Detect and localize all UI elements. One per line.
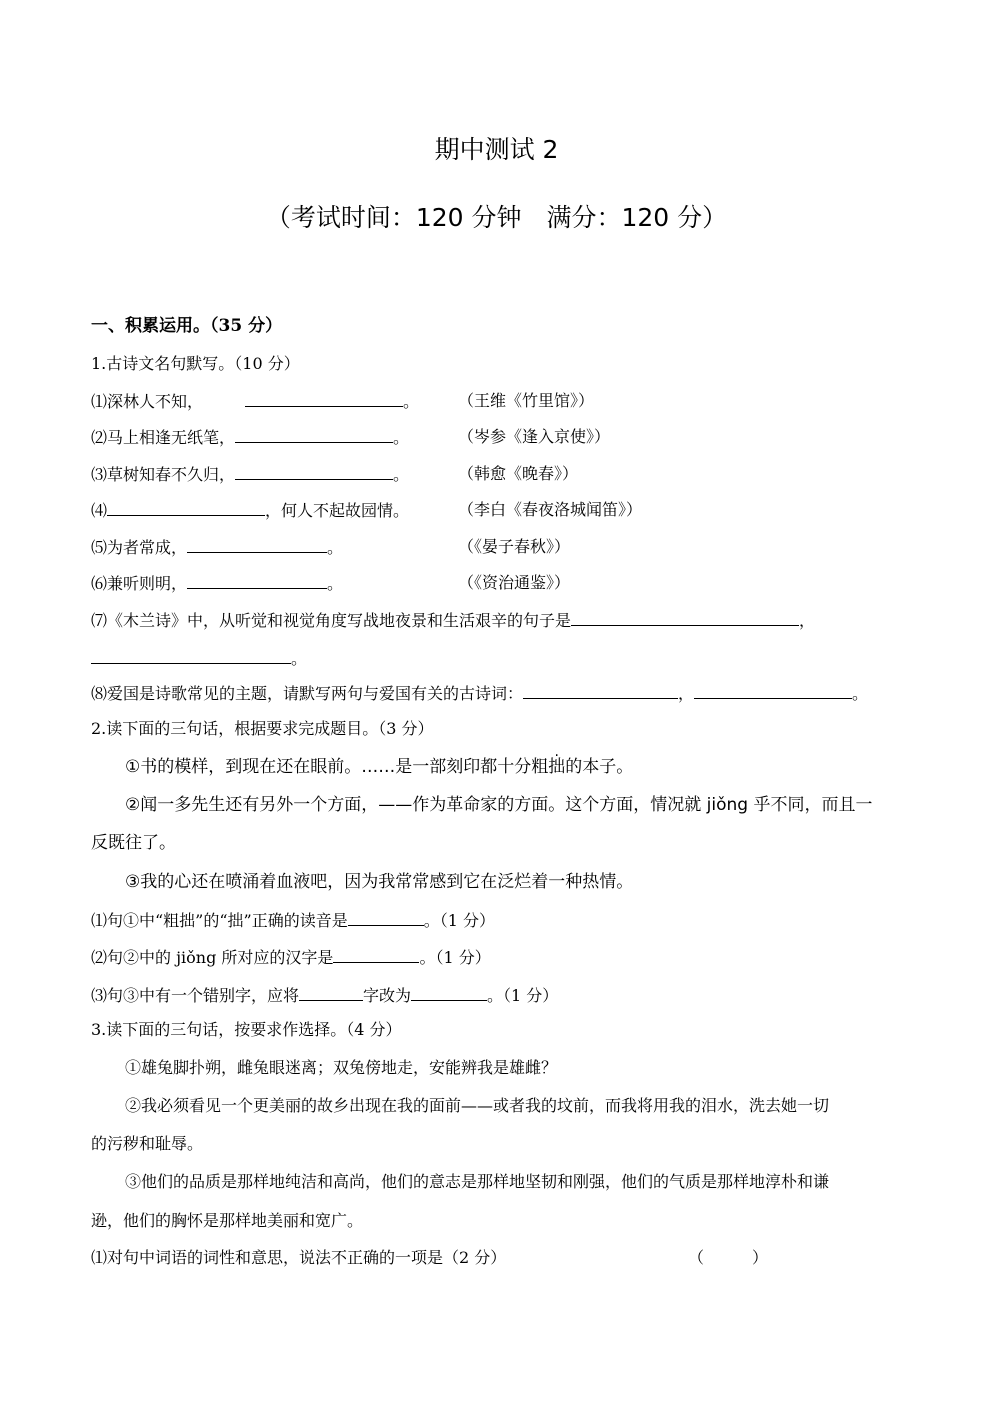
q1-item-4 xyxy=(91,499,409,522)
question-3-stem: 3.读下面的三句话，按要求作选择。（4 分） xyxy=(91,1020,402,1039)
answer-blank[interactable] xyxy=(91,647,291,664)
answer-blank[interactable] xyxy=(245,390,403,407)
q3-sentence-3: ③他们的品质是那样地纯洁和高尚，他们的意志是那样地坚韧和刚强，他们的气质是那样地淳朴和谦 xyxy=(125,1172,830,1191)
q3-sentence-2: ②我必须看见一个更美丽的故乡出现在我的面前——或者我的坟前，而我将用我的泪水，洗去她一切 xyxy=(125,1096,830,1115)
answer-blank[interactable] xyxy=(299,984,363,1001)
part-text: ⑵句②中的 jiǒng 所对应的汉字是 xyxy=(91,948,334,967)
page-title: 期中测试 2 xyxy=(434,135,559,164)
item-suffix: 。 xyxy=(327,574,344,593)
answer-blank[interactable] xyxy=(571,609,799,626)
q2-sentence-3: ③我的心还在喷涌着血液吧，因为我常常感到它在泛烂着一种热情。 xyxy=(125,872,634,892)
item-prefix: ⑷ xyxy=(91,501,108,520)
q3-sentence-1: ①雄兔脚扑朔，雌兔眼迷离；双兔傍地走，安能辨我是雄雌？ xyxy=(125,1058,558,1077)
item-comma: ， xyxy=(678,684,695,703)
q1-item-1 xyxy=(91,390,419,413)
q3-sentence-2-cont: 的污秽和耻辱。 xyxy=(91,1134,204,1153)
q1-item-7 xyxy=(91,609,815,632)
item-suffix: 。 xyxy=(852,684,869,703)
part-text: 。（1 分） xyxy=(419,948,491,967)
answer-parentheses[interactable]: （ ） xyxy=(688,1248,769,1267)
q2-part-3 xyxy=(91,984,558,1007)
q2-sentence-2-cont: 反既往了。 xyxy=(91,833,176,853)
item-prefix: ⑵马上相逢无纸笔， xyxy=(91,428,236,447)
q1-source-4: （李白《春夜洛城闻笛》） xyxy=(458,500,643,519)
q1-item-3 xyxy=(91,463,409,486)
q2-part-1 xyxy=(91,909,495,932)
sentence-text: ①书的模样，到现在还在眼前。……是一部刻印都十分粗 xyxy=(125,757,549,777)
sentence-text: 的本子。 xyxy=(565,757,634,777)
item-prefix: ⑻爱国是诗歌常见的主题，请默写两句与爱国有关的古诗词： xyxy=(91,684,524,703)
answer-blank[interactable] xyxy=(235,426,393,443)
answer-blank[interactable] xyxy=(333,946,419,963)
item-suffix: 。 xyxy=(403,392,420,411)
item-suffix: 。 xyxy=(327,538,344,557)
part-text: 字改为 xyxy=(363,986,412,1005)
item-prefix: ⑴深林人不知， xyxy=(91,392,204,411)
emphasized-char: 拙 xyxy=(548,757,566,777)
exam-info: （考试时间：120 分钟 满分：120 分） xyxy=(265,203,728,232)
item-suffix: 。 xyxy=(291,649,308,668)
item-prefix: ⑹兼听则明， xyxy=(91,574,188,593)
q1-item-2 xyxy=(91,426,409,449)
answer-blank[interactable] xyxy=(187,572,327,589)
q1-item-5 xyxy=(91,536,343,559)
question-2-stem: 2.读下面的三句话，根据要求完成题目。（3 分） xyxy=(91,719,434,738)
item-prefix: ⑶草树知春不久归， xyxy=(91,465,236,484)
answer-blank[interactable] xyxy=(411,984,487,1001)
answer-blank[interactable] xyxy=(694,682,852,699)
item-prefix: ⑸为者常成， xyxy=(91,538,188,557)
q3-sentence-3-cont: 逊，他们的胸怀是那样地美丽和宽广。 xyxy=(91,1211,364,1230)
question-1-stem: 1.古诗文名句默写。（10 分） xyxy=(91,354,300,373)
q1-source-1: （王维《竹里馆》） xyxy=(458,391,595,410)
part-text: 。（1 分） xyxy=(423,911,496,930)
q2-part-2 xyxy=(91,946,491,969)
q1-source-6: （《资治通鉴》） xyxy=(458,573,571,592)
answer-blank[interactable] xyxy=(107,499,265,516)
q1-source-5: （《晏子春秋》） xyxy=(458,537,571,556)
answer-blank[interactable] xyxy=(523,682,678,699)
q1-source-2: （岑参《逢入京使》） xyxy=(458,427,611,446)
answer-blank[interactable] xyxy=(348,909,424,926)
part-text: ⑶句③中有一个错别字，应将 xyxy=(91,986,300,1005)
part-text: 。（1 分） xyxy=(487,986,559,1005)
item-suffix: 。 xyxy=(393,428,410,447)
q1-source-3: （韩愈《晚春》） xyxy=(458,464,579,483)
item-prefix: ⑺《木兰诗》中，从听觉和视觉角度写战地夜景和生活艰辛的句子是 xyxy=(91,611,572,630)
q1-item-7-cont xyxy=(91,647,307,670)
q1-item-6 xyxy=(91,572,343,595)
item-suffix: ，何人不起故园情。 xyxy=(265,501,410,520)
answer-blank[interactable] xyxy=(235,463,393,480)
item-comma: ， xyxy=(799,611,816,630)
q2-sentence-2: ②闻一多先生还有另外一个方面，——作为革命家的方面。这个方面，情况就 jiǒng 乎不同，而且一 xyxy=(125,795,873,815)
answer-blank[interactable] xyxy=(187,536,327,553)
part-text: ⑴句①中“粗拙”的“拙”正确的读音是 xyxy=(91,911,348,930)
section-heading: 一、积累运用。（35 分） xyxy=(91,316,283,336)
q2-sentence-1 xyxy=(125,756,633,778)
q3-part-1: ⑴对句中词语的词性和意思，说法不正确的一项是（2 分） xyxy=(91,1248,507,1267)
item-suffix: 。 xyxy=(393,465,410,484)
q1-item-8 xyxy=(91,682,868,705)
